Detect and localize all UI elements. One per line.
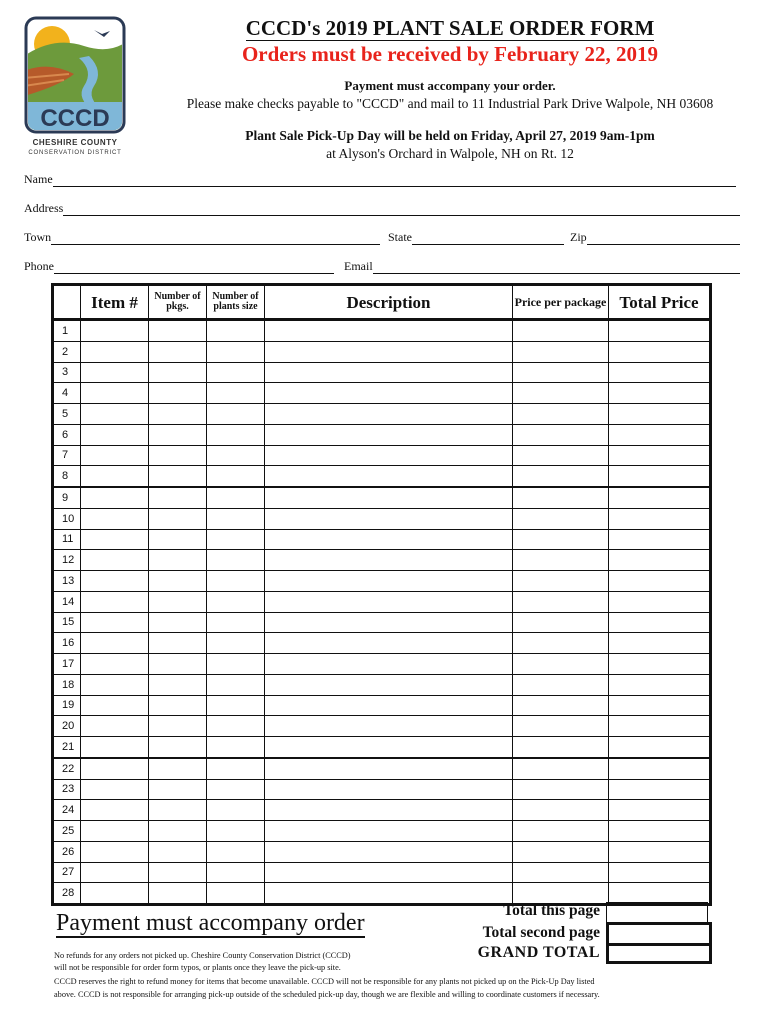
table-row <box>53 591 711 612</box>
item-cell[interactable] <box>81 424 149 445</box>
total-cell[interactable] <box>609 362 711 383</box>
pkgs-cell[interactable] <box>149 320 207 342</box>
plants-size-cell[interactable] <box>207 841 265 862</box>
item-cell[interactable] <box>81 821 149 842</box>
table-header-row <box>53 285 711 320</box>
description-cell[interactable] <box>265 883 513 905</box>
item-cell[interactable] <box>81 320 149 342</box>
item-cell[interactable] <box>81 841 149 862</box>
row-number: 13 <box>53 571 81 592</box>
plants-size-cell[interactable] <box>207 383 265 404</box>
description-cell[interactable] <box>265 404 513 425</box>
row-number: 16 <box>53 633 81 654</box>
row-number: 25 <box>53 821 81 842</box>
description-cell[interactable] <box>265 674 513 695</box>
item-cell[interactable] <box>81 633 149 654</box>
plants-size-cell[interactable] <box>207 529 265 550</box>
row-number: 22 <box>53 758 81 779</box>
total-cell[interactable] <box>609 529 711 550</box>
table-row <box>53 695 711 716</box>
description-cell[interactable] <box>265 362 513 383</box>
row-number: 18 <box>53 674 81 695</box>
price-cell[interactable] <box>513 800 609 821</box>
price-cell[interactable] <box>513 404 609 425</box>
total-cell[interactable] <box>609 383 711 404</box>
plants-size-cell[interactable] <box>207 591 265 612</box>
email-field[interactable]: Email <box>344 259 740 274</box>
price-cell[interactable] <box>513 674 609 695</box>
description-cell[interactable] <box>265 320 513 342</box>
total-cell[interactable] <box>609 424 711 445</box>
cccd-logo <box>24 16 126 162</box>
total-cell[interactable] <box>609 508 711 529</box>
item-cell[interactable] <box>81 695 149 716</box>
total-cell[interactable] <box>609 654 711 675</box>
price-cell[interactable] <box>513 362 609 383</box>
total-cell[interactable] <box>609 716 711 737</box>
checks-line: Please make checks payable to "CCCD" and mail to 11 Industrial Park Drive Walpole, NH 03608 <box>186 96 714 111</box>
pkgs-cell[interactable] <box>149 737 207 758</box>
description-cell[interactable] <box>265 695 513 716</box>
total-cell[interactable] <box>609 841 711 862</box>
item-cell[interactable] <box>81 404 149 425</box>
header-price: Price per package <box>513 285 609 320</box>
description-cell[interactable] <box>265 612 513 633</box>
item-cell[interactable] <box>81 654 149 675</box>
plants-size-cell[interactable] <box>207 654 265 675</box>
pkgs-cell[interactable] <box>149 821 207 842</box>
fine-print-4: above. CCCD is not responsible for arranging pick-up outside of the scheduled pick-up day, though we are flexible and willing to coordinate customers if necessary. <box>54 990 600 999</box>
item-cell[interactable] <box>81 445 149 466</box>
description-cell[interactable] <box>265 445 513 466</box>
zip-field[interactable]: Zip <box>570 230 740 245</box>
table-row <box>53 862 711 883</box>
description-cell[interactable] <box>265 633 513 654</box>
pkgs-cell[interactable] <box>149 424 207 445</box>
total-cell[interactable] <box>609 404 711 425</box>
fine-print-3: CCCD reserves the right to refund money for items that become unavailable. CCCD will not be responsible for any plants not picked up on the Pick-Up Day listed <box>54 977 595 986</box>
logo-emblem <box>24 16 126 134</box>
pkgs-cell[interactable] <box>149 341 207 362</box>
deadline-notice: Orders must be received by February 22, 2019 <box>241 42 659 66</box>
total-this-page-label: Total this page <box>503 902 600 919</box>
total-cell[interactable] <box>609 320 711 342</box>
plants-size-cell[interactable] <box>207 716 265 737</box>
item-cell[interactable] <box>81 550 149 571</box>
total-cell[interactable] <box>609 758 711 779</box>
item-cell[interactable] <box>81 383 149 404</box>
name-field[interactable]: Name <box>24 172 736 187</box>
description-cell[interactable] <box>265 737 513 758</box>
item-cell[interactable] <box>81 758 149 779</box>
table-row <box>53 466 711 487</box>
description-cell[interactable] <box>265 466 513 487</box>
table-row <box>53 633 711 654</box>
row-number: 23 <box>53 779 81 800</box>
form-title: CCCD's 2019 PLANT SALE ORDER FORM <box>245 16 655 40</box>
total-cell[interactable] <box>609 800 711 821</box>
pkgs-cell[interactable] <box>149 404 207 425</box>
description-cell[interactable] <box>265 424 513 445</box>
table-row <box>53 758 711 779</box>
header-pkgs: Number of pkgs. <box>149 285 207 320</box>
row-number: 20 <box>53 716 81 737</box>
pkgs-cell[interactable] <box>149 466 207 487</box>
item-cell[interactable] <box>81 466 149 487</box>
item-cell[interactable] <box>81 779 149 800</box>
item-cell[interactable] <box>81 571 149 592</box>
table-row <box>53 654 711 675</box>
plants-size-cell[interactable] <box>207 550 265 571</box>
description-cell[interactable] <box>265 716 513 737</box>
description-cell[interactable] <box>265 341 513 362</box>
plants-size-cell[interactable] <box>207 800 265 821</box>
pkgs-cell[interactable] <box>149 508 207 529</box>
table-row <box>53 508 711 529</box>
description-cell[interactable] <box>265 800 513 821</box>
description-cell[interactable] <box>265 550 513 571</box>
item-cell[interactable] <box>81 591 149 612</box>
table-row <box>53 779 711 800</box>
pkgs-cell[interactable] <box>149 841 207 862</box>
total-cell[interactable] <box>609 695 711 716</box>
header-total: Total Price <box>609 285 711 320</box>
row-number: 17 <box>53 654 81 675</box>
row-number: 21 <box>53 737 81 758</box>
row-number: 9 <box>53 487 81 508</box>
item-cell[interactable] <box>81 487 149 508</box>
pkgs-cell[interactable] <box>149 654 207 675</box>
row-number: 3 <box>53 362 81 383</box>
total-cell[interactable] <box>609 674 711 695</box>
description-cell[interactable] <box>265 529 513 550</box>
logo-mark-text: CCCD <box>40 105 110 132</box>
total-cell[interactable] <box>609 487 711 508</box>
plants-size-cell[interactable] <box>207 341 265 362</box>
price-cell[interactable] <box>513 383 609 404</box>
pkgs-cell[interactable] <box>149 550 207 571</box>
total-cell[interactable] <box>609 445 711 466</box>
logo-org-line2: CONSERVATION DISTRICT <box>28 150 122 156</box>
description-cell[interactable] <box>265 841 513 862</box>
price-cell[interactable] <box>513 862 609 883</box>
town-field[interactable]: Town <box>24 230 380 245</box>
fine-print-2: will not be responsible for order form typos, or plants once they leave the pick-up site. <box>54 963 341 972</box>
description-cell[interactable] <box>265 654 513 675</box>
row-number: 4 <box>53 383 81 404</box>
plants-size-cell[interactable] <box>207 737 265 758</box>
price-cell[interactable] <box>513 445 609 466</box>
total-cell[interactable] <box>609 633 711 654</box>
row-number: 12 <box>53 550 81 571</box>
pkgs-cell[interactable] <box>149 445 207 466</box>
row-number: 15 <box>53 612 81 633</box>
price-cell[interactable] <box>513 633 609 654</box>
table-row <box>53 341 711 362</box>
plants-size-cell[interactable] <box>207 779 265 800</box>
item-cell[interactable] <box>81 362 149 383</box>
plants-size-cell[interactable] <box>207 487 265 508</box>
total-cell[interactable] <box>609 612 711 633</box>
item-cell[interactable] <box>81 716 149 737</box>
pkgs-cell[interactable] <box>149 800 207 821</box>
description-cell[interactable] <box>265 487 513 508</box>
price-cell[interactable] <box>513 695 609 716</box>
item-cell[interactable] <box>81 800 149 821</box>
table-row <box>53 612 711 633</box>
price-cell[interactable] <box>513 737 609 758</box>
total-cell[interactable] <box>609 821 711 842</box>
price-cell[interactable] <box>513 716 609 737</box>
total-second-page-label: Total second page <box>482 924 600 941</box>
plants-size-cell[interactable] <box>207 404 265 425</box>
item-cell[interactable] <box>81 508 149 529</box>
plants-size-cell[interactable] <box>207 424 265 445</box>
header-row-number <box>53 285 81 320</box>
total-cell[interactable] <box>609 779 711 800</box>
plants-size-cell[interactable] <box>207 695 265 716</box>
table-row <box>53 716 711 737</box>
row-number: 11 <box>53 529 81 550</box>
row-number: 5 <box>53 404 81 425</box>
table-row <box>53 383 711 404</box>
price-cell[interactable] <box>513 654 609 675</box>
pkgs-cell[interactable] <box>149 633 207 654</box>
pickup-line: Plant Sale Pick-Up Day will be held on Friday, April 27, 2019 9am-1pm <box>245 128 655 143</box>
price-cell[interactable] <box>513 529 609 550</box>
pkgs-cell[interactable] <box>149 487 207 508</box>
plants-size-cell[interactable] <box>207 445 265 466</box>
plants-size-cell[interactable] <box>207 612 265 633</box>
table-row <box>53 800 711 821</box>
address-field[interactable]: Address <box>24 201 740 216</box>
row-number: 7 <box>53 445 81 466</box>
item-cell[interactable] <box>81 529 149 550</box>
plants-size-cell[interactable] <box>207 466 265 487</box>
row-number: 27 <box>53 862 81 883</box>
price-cell[interactable] <box>513 341 609 362</box>
payment-line: Payment must accompany your order. <box>344 78 556 93</box>
order-table <box>51 283 712 906</box>
plants-size-cell[interactable] <box>207 674 265 695</box>
total-cell[interactable] <box>609 571 711 592</box>
row-number: 19 <box>53 695 81 716</box>
pkgs-cell[interactable] <box>149 862 207 883</box>
plants-size-cell[interactable] <box>207 320 265 342</box>
total-cell[interactable] <box>609 466 711 487</box>
total-this-page-input[interactable] <box>606 902 708 923</box>
description-cell[interactable] <box>265 758 513 779</box>
table-row <box>53 821 711 842</box>
price-cell[interactable] <box>513 612 609 633</box>
row-number: 26 <box>53 841 81 862</box>
plants-size-cell[interactable] <box>207 883 265 905</box>
row-number: 14 <box>53 591 81 612</box>
description-cell[interactable] <box>265 862 513 883</box>
table-row <box>53 550 711 571</box>
table-row <box>53 571 711 592</box>
row-number: 6 <box>53 424 81 445</box>
pkgs-cell[interactable] <box>149 529 207 550</box>
item-cell[interactable] <box>81 674 149 695</box>
pkgs-cell[interactable] <box>149 591 207 612</box>
plants-size-cell[interactable] <box>207 758 265 779</box>
item-cell[interactable] <box>81 737 149 758</box>
state-field[interactable]: State <box>388 230 564 245</box>
table-row <box>53 404 711 425</box>
price-cell[interactable] <box>513 550 609 571</box>
price-cell[interactable] <box>513 841 609 862</box>
row-number: 1 <box>53 320 81 342</box>
row-number: 8 <box>53 466 81 487</box>
header-description: Description <box>265 285 513 320</box>
item-cell[interactable] <box>81 862 149 883</box>
plants-size-cell[interactable] <box>207 862 265 883</box>
price-cell[interactable] <box>513 591 609 612</box>
plants-size-cell[interactable] <box>207 571 265 592</box>
total-cell[interactable] <box>609 737 711 758</box>
plants-size-cell[interactable] <box>207 362 265 383</box>
description-cell[interactable] <box>265 779 513 800</box>
pkgs-cell[interactable] <box>149 674 207 695</box>
grand-total-label: GRAND TOTAL <box>477 944 600 961</box>
total-cell[interactable] <box>609 862 711 883</box>
row-number: 2 <box>53 341 81 362</box>
price-cell[interactable] <box>513 508 609 529</box>
item-cell[interactable] <box>81 883 149 905</box>
description-cell[interactable] <box>265 383 513 404</box>
price-cell[interactable] <box>513 320 609 342</box>
pkgs-cell[interactable] <box>149 383 207 404</box>
phone-field[interactable]: Phone <box>24 259 334 274</box>
row-number: 24 <box>53 800 81 821</box>
price-cell[interactable] <box>513 424 609 445</box>
pkgs-cell[interactable] <box>149 695 207 716</box>
table-row <box>53 362 711 383</box>
pkgs-cell[interactable] <box>149 779 207 800</box>
pkgs-cell[interactable] <box>149 362 207 383</box>
table-row <box>53 487 711 508</box>
price-cell[interactable] <box>513 487 609 508</box>
price-cell[interactable] <box>513 821 609 842</box>
table-row <box>53 737 711 758</box>
header-item: Item # <box>81 285 149 320</box>
description-cell[interactable] <box>265 571 513 592</box>
price-cell[interactable] <box>513 779 609 800</box>
location-line: at Alyson's Orchard in Walpole, NH on Rt. 12 <box>326 146 574 161</box>
header-plants-size: Number of plants size <box>207 285 265 320</box>
total-cell[interactable] <box>609 341 711 362</box>
plants-size-cell[interactable] <box>207 821 265 842</box>
pkgs-cell[interactable] <box>149 883 207 905</box>
description-cell[interactable] <box>265 821 513 842</box>
pkgs-cell[interactable] <box>149 612 207 633</box>
description-cell[interactable] <box>265 508 513 529</box>
price-cell[interactable] <box>513 466 609 487</box>
price-cell[interactable] <box>513 571 609 592</box>
table-row <box>53 320 711 342</box>
row-number: 10 <box>53 508 81 529</box>
pkgs-cell[interactable] <box>149 758 207 779</box>
table-row <box>53 529 711 550</box>
table-row <box>53 841 711 862</box>
item-cell[interactable] <box>81 612 149 633</box>
price-cell[interactable] <box>513 758 609 779</box>
logo-org-line1: CHESHIRE COUNTY <box>32 138 118 147</box>
fine-print-1: No refunds for any orders not picked up. Cheshire County Conservation District (CCCD) <box>54 951 351 960</box>
item-cell[interactable] <box>81 341 149 362</box>
payment-note: Payment must accompany order <box>56 910 365 936</box>
plants-size-cell[interactable] <box>207 508 265 529</box>
row-number: 28 <box>53 883 81 905</box>
total-cell[interactable] <box>609 591 711 612</box>
table-row <box>53 445 711 466</box>
pkgs-cell[interactable] <box>149 716 207 737</box>
total-cell[interactable] <box>609 550 711 571</box>
plants-size-cell[interactable] <box>207 633 265 654</box>
pkgs-cell[interactable] <box>149 571 207 592</box>
description-cell[interactable] <box>265 591 513 612</box>
table-row <box>53 674 711 695</box>
table-row <box>53 424 711 445</box>
